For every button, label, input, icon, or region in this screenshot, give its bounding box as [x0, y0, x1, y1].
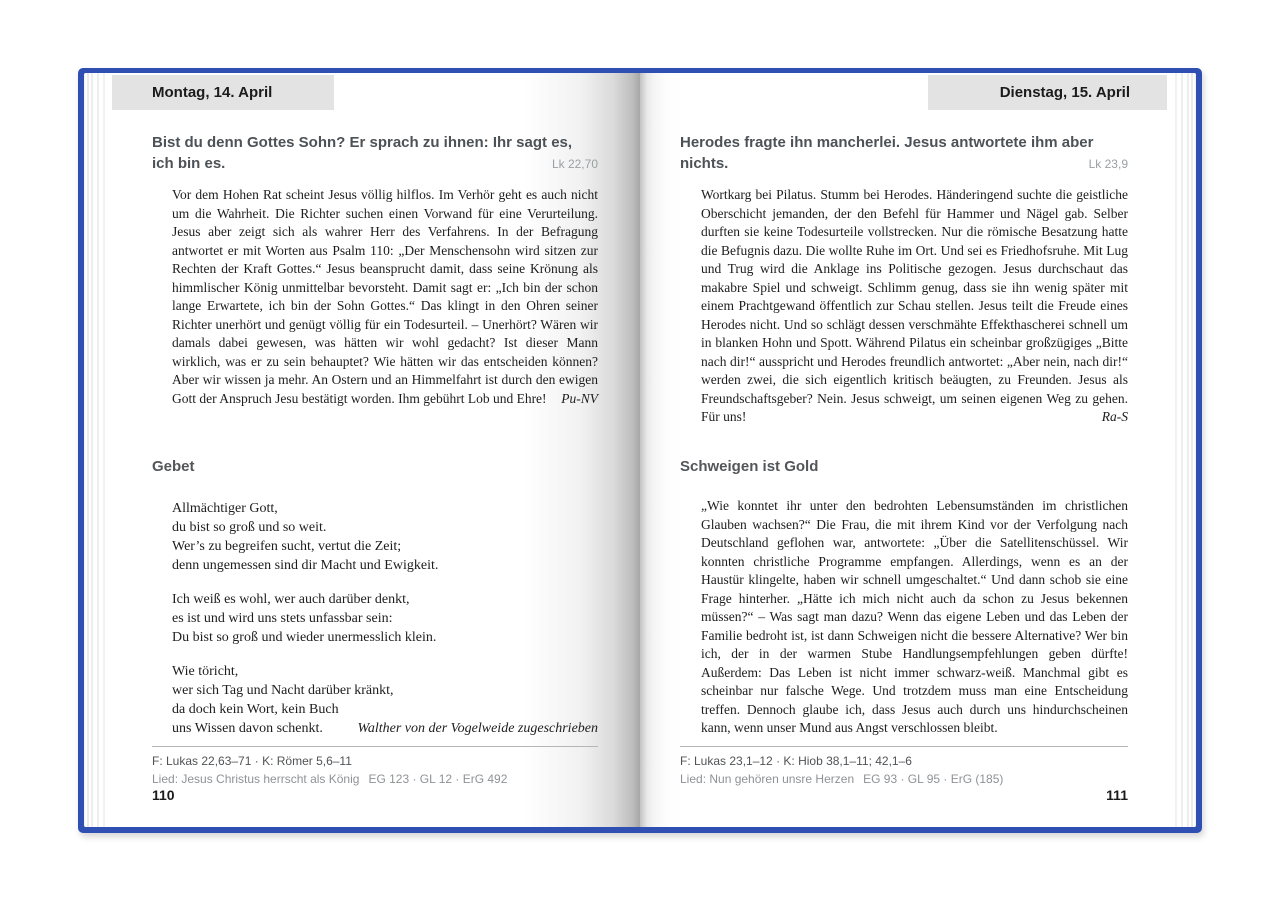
- footer-rule: [680, 746, 1128, 747]
- footer-song-label: Lied: Jesus Christus herrscht als König: [152, 772, 360, 786]
- poem-stanza-1: [172, 499, 598, 575]
- section-text: „Wie konntet ihr unter den bedrohten Lebensumständen im christlichen Glauben wachsen?“ Die Frau, die mit ihrem Kind vor der Verfolgung nach Deutschland geflohen war, antwortete: „Über die Satellitenschüssel. Wir konnten christliche Programme empfangen. Allerdings, wenn es an der Haustür klingelte, haben wir schnell umgeschaltet.“ Und dann schob sie eine Frage hinterher. „Hätte ich mich nicht auch da schon zu Jesus bekennen müssen?“ – Was sagt man dazu? Wenn das eigene Leben und das Leben der Familie bedroht ist, ist dann Schweigen nicht die bessere Alternative? Wer bin ich, der in der warmen Stube Handlungsempfehlungen geben dürfte! Außerdem: Das Leben ist nicht immer schwarz-weiß. Manchmal gibt es scheinbar nur falsche Wege. Und trotzdem muss man eine Entscheidung treffen. Dennoch glaube ich, dass Jesus auch durch uns hindurchscheinen kann, wenn unser Mund aus Angst verschlossen bleibt.: [701, 498, 1128, 735]
- meditation-block: [701, 186, 1128, 427]
- footer-song-label: Lied: Nun gehören unsre Herzen: [680, 772, 855, 786]
- meditation-signature: Ra-S: [1101, 409, 1128, 424]
- section-heading-schweigen: Schweigen ist Gold: [680, 458, 819, 475]
- poem-line: Allmächtiger Gott,: [172, 501, 278, 516]
- poem-line: Wie töricht,: [172, 664, 239, 679]
- book-spread: [112, 73, 1168, 827]
- section-heading-gebet: Gebet: [152, 458, 195, 475]
- poem-line: du bist so groß und so weit.: [172, 520, 327, 535]
- date-header-label: Montag, 14. April: [152, 84, 273, 101]
- left-page: [112, 73, 640, 827]
- meditation-signature: Pu-NV: [561, 390, 598, 406]
- verse-line1: Bist du denn Gottes Sohn? Er sprach zu ihnen: Ihr sagt es,: [152, 134, 573, 151]
- verse-line1: Herodes fragte ihn mancherlei. Jesus antwortete ihm aber: [680, 134, 1094, 151]
- right-page: [640, 73, 1168, 827]
- date-header-tuesday: [928, 75, 1167, 110]
- poem-stanza-3: [172, 662, 598, 738]
- footer-song-numbers: EG 93 · GL 95 · ErG (185): [863, 772, 1004, 786]
- verse-title: [152, 132, 598, 175]
- page-number: 110: [152, 787, 175, 803]
- date-header-monday: [112, 75, 334, 110]
- date-header-label: Dienstag, 15. April: [999, 84, 1130, 101]
- poem-line: Du bist so groß und wieder unermesslich klein.: [172, 630, 437, 645]
- footer-readings: F: Lukas 22,63–71 · K: Römer 5,6–11: [152, 754, 352, 768]
- footer-readings: F: Lukas 23,1–12 · K: Hiob 38,1–11; 42,1–6: [680, 754, 912, 768]
- footer-rule: [152, 746, 598, 747]
- verse-reference: Lk 23,9: [1088, 157, 1128, 171]
- meditation-block: [172, 186, 598, 408]
- poem-line: es ist und wird uns stets unfassbar sein:: [172, 611, 393, 626]
- meditation-text: Wortkarg bei Pilatus. Stumm bei Herodes. Händeringend suchte die geistliche Oberschicht jemanden, der den Befehl für Hammer und Nägel gab. Selber durften sie keine Todesurteile vollstrecken. Nur die römische Besatzung hatte die Befugnis dazu. Die wollte Ruhe im Ort. Und sei es Friedhofsruhe. Mit Lug und Trug wird die Anklage ins Politische gezogen. Jesus durchschaut das makabre Spiel und schweigt. Schlimm genug, dass sie ihn wenig später mit einem Prachtgewand öffentlich zur Schau stellen. Jesus teilt die Freude eines Herodes nicht. Und so schlägt dessen verschmähte Effekthascherei schnell um in blanken Hohn und Spott. Während Pilatus ein scheinbar großzügiges „Bitte nach dir!“ ausspricht und Herodes freundlich antwortet: „Aber nein, nach dir!“ werden zwei, die sich eigentlich kritisch beäugten, zu Freunden. Jesus als Freundschaftsgeber? Nein. Jesus schweigt, um seinen eigenen Weg zu gehen. Für uns!: [701, 187, 1128, 424]
- poem-attribution: Walther von der Vogelweide zugeschrieben: [357, 721, 598, 736]
- verse-title: [680, 132, 1128, 175]
- prayer-poem: [172, 499, 598, 753]
- verse-line2: nichts.: [680, 155, 729, 172]
- poem-line: da doch kein Wort, kein Buch: [172, 702, 339, 717]
- page-stack-right-edge: [1168, 73, 1196, 827]
- poem-stanza-2: [172, 590, 598, 647]
- poem-line: Ich weiß es wohl, wer auch darüber denkt,: [172, 592, 410, 607]
- footer-song: [680, 772, 1003, 786]
- poem-line: Wer’s zu begreifen sucht, vertut die Zeit;: [172, 539, 402, 554]
- verse-line2: ich bin es.: [152, 155, 226, 172]
- meditation-text: Vor dem Hohen Rat scheint Jesus völlig hilflos. Im Verhör geht es auch nicht um die Wahrheit. Die Richter suchen einen Vorwand für eine Verurteilung. Jesus aber zeigt sich als wahrer Herr des Verfahrens. In der Befragung antwortet er mit Worten aus Psalm 110: „Der Menschensohn wird sitzen zur Rechten der Kraft Gottes.“ Jesus beansprucht damit, dass seine Krönung als himmlischer König unmittelbar bevorsteht. Damit sagt er: „Ich bin der schon lange Erwartete, ich bin der Sohn Gottes.“ Das klingt in den Ohren seiner Richter unerhört und genügt völlig für ein Todesurteil. – Unerhört? Wären wir damals dabei gewesen, was hätten wir wohl gedacht? Ist dieser Mann wirklich, was er zu sein behauptet? Wie hätten wir das entscheiden können? Aber wir wissen ja mehr. An Ostern und an Himmelfahrt ist durch den ewigen Gott der Anspruch Jesu bestätigt worden. Ihm gebührt Lob und Ehre!: [172, 187, 598, 406]
- book-cover: [78, 68, 1202, 833]
- verse-reference: Lk 22,70: [551, 157, 598, 171]
- poem-line: uns Wissen davon schenkt.: [172, 721, 323, 736]
- poem-line: wer sich Tag und Nacht darüber kränkt,: [172, 683, 394, 698]
- page-number: 111: [1106, 787, 1128, 803]
- poem-line: denn ungemessen sind dir Macht und Ewigkeit.: [172, 558, 439, 573]
- footer-song-numbers: EG 123 · GL 12 · ErG 492: [368, 772, 508, 786]
- footer-song: [152, 772, 507, 786]
- book-pages: [84, 73, 1196, 827]
- page-stack-left-edge: [84, 73, 112, 827]
